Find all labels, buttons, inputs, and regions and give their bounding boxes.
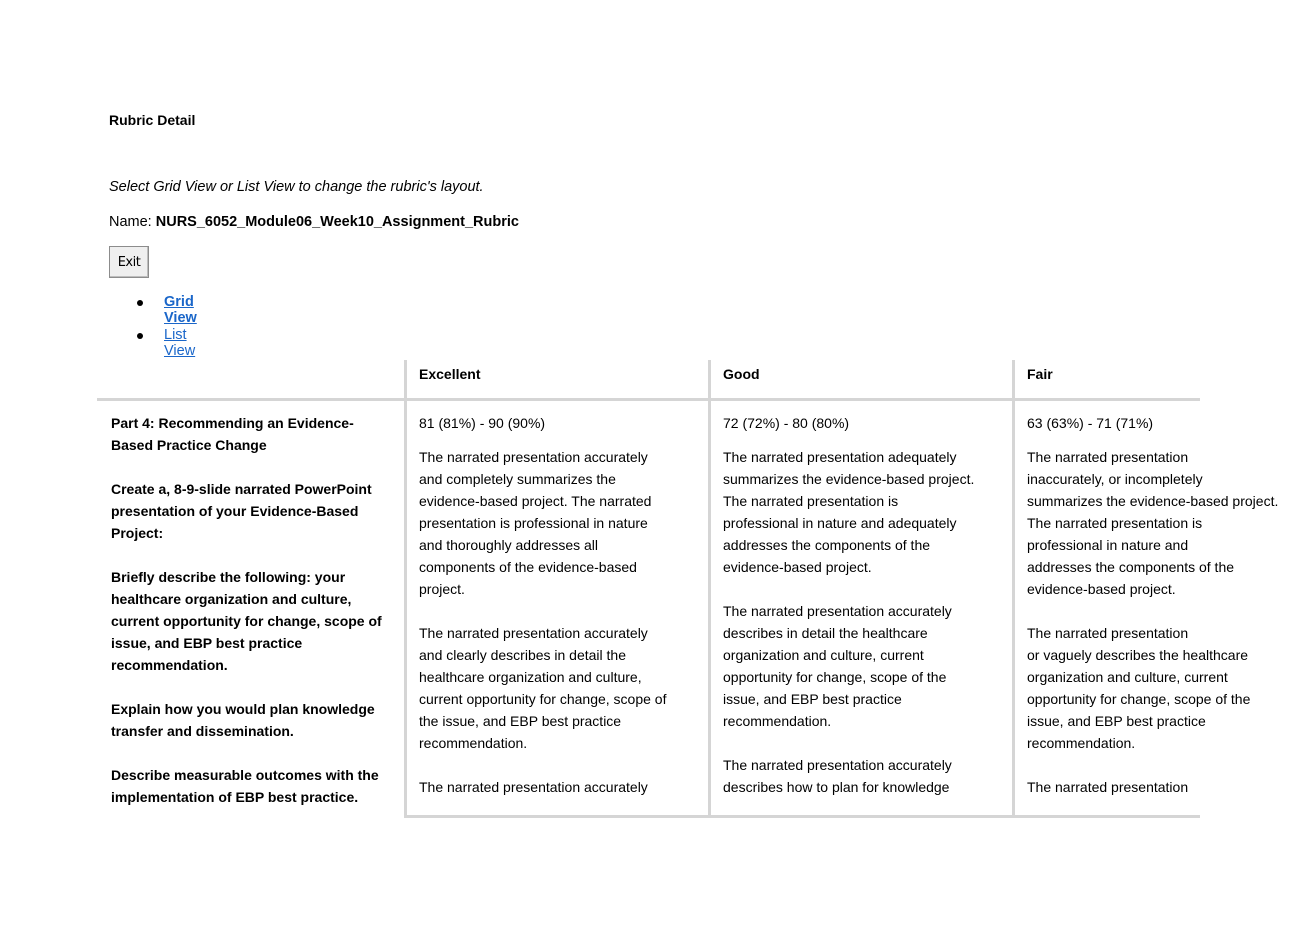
rubric-name-label: Name:: [109, 214, 156, 230]
level-description: The narrated presentation accurately and completely summarizes the evidence-based project. The narrated presentation is professional in nature and thoroughly addresses all components of the evidence-based project.: [419, 449, 652, 597]
level-description: The narrated presentation adequately summarizes the evidence-based project. The narrated presentation is professional in nature and adequately addresses the components of the evidence-based project.: [723, 449, 975, 575]
level-description: The narrated presentation accurately describes how to plan for knowledge: [723, 757, 952, 795]
criterion-paragraph: Briefly describe the following: your healthcare organization and culture, current opportunity for change, scope of issue, and EBP best practice recommendation.: [111, 569, 382, 673]
bullet-icon: [137, 333, 143, 339]
level-header-excellent: Excellent: [419, 366, 481, 382]
level-description: The narrated presentation: [1027, 779, 1189, 795]
level-header-fair: Fair: [1027, 366, 1053, 382]
column-divider: [404, 360, 407, 816]
rubric-name-line: [109, 214, 519, 230]
level-description: The narrated presentation inaccurately, or incompletely summarizes the evidence-based project. The narrated presentation is professional in nature and addresses the components of the evidence-based project.: [1027, 449, 1279, 597]
level-cell-fair: [1027, 412, 1309, 820]
rubric-name-value: NURS_6052_Module06_Week10_Assignment_Rubric: [155, 214, 519, 230]
level-cell-excellent: [419, 412, 701, 820]
level-cell-good: [723, 412, 1005, 820]
level-header-good: Good: [723, 366, 760, 382]
column-divider: [1012, 360, 1015, 816]
rubric-grid: [97, 360, 1279, 818]
points-range: 63 (63%) - 71 (71%): [1027, 415, 1154, 431]
criterion-paragraph: Create a, 8-9-slide narrated PowerPoint presentation of your Evidence-Based Project:: [111, 481, 372, 541]
criterion-paragraph: Describe measurable outcomes with the implementation of EBP best practice.: [111, 767, 379, 805]
level-description: The narrated presentation accurately: [419, 779, 648, 795]
bullet-icon: [137, 300, 143, 306]
criterion-cell: [111, 412, 393, 830]
list-view-link[interactable]: List View: [164, 327, 196, 359]
exit-button[interactable]: Exit: [109, 246, 149, 278]
layout-instructions: Select Grid View or List View to change the rubric's layout.: [109, 179, 484, 195]
grid-view-link[interactable]: Grid View: [164, 294, 197, 326]
points-range: 72 (72%) - 80 (80%): [723, 415, 850, 431]
page-title: Rubric Detail: [109, 112, 196, 128]
level-description: The narrated presentation accurately and clearly describes in detail the healthcare organization and culture, current opportunity for change, scope of the issue, and EBP best practice recommendation.: [419, 625, 667, 751]
header-row-divider: [97, 398, 1200, 401]
level-description: The narrated presentation accurately describes in detail the healthcare organization and culture, current opportunity for change, scope of the issue, and EBP best practice recommendation.: [723, 603, 952, 729]
points-range: 81 (81%) - 90 (90%): [419, 415, 546, 431]
level-description: The narrated presentation or vaguely describes the healthcare organization and culture, current opportunity for change, scope of the issue, and EBP best practice recommendation.: [1027, 625, 1251, 751]
column-divider: [708, 360, 711, 816]
criterion-title: Part 4: Recommending an Evidence- Based Practice Change: [111, 415, 354, 453]
criterion-paragraph: Explain how you would plan knowledge transfer and dissemination.: [111, 701, 375, 739]
